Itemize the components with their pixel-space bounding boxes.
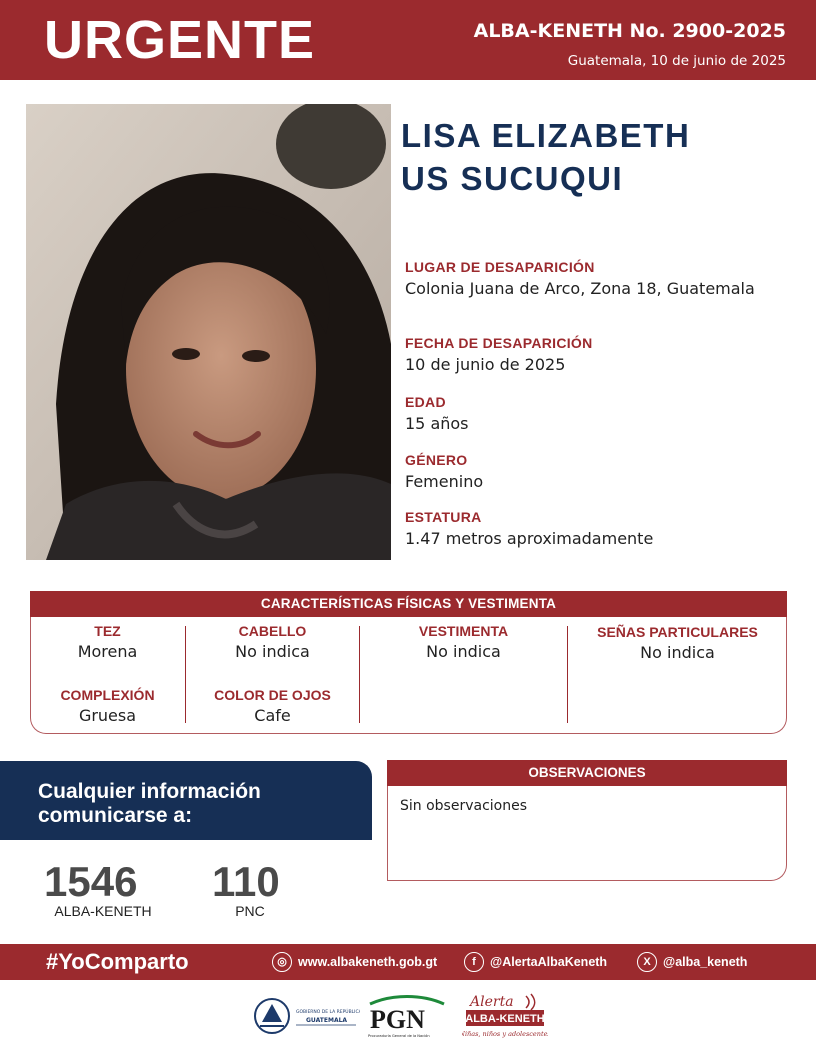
info-gender xyxy=(405,452,483,491)
hair-cell xyxy=(186,623,359,661)
facebook-link[interactable] xyxy=(464,952,607,972)
globe-icon: ◎ xyxy=(272,952,292,972)
observations-text: Sin observaciones xyxy=(400,798,528,814)
pgn-logo xyxy=(362,992,452,1042)
place-label: LUGAR DE DESAPARICIÓN xyxy=(405,259,595,275)
phone-label-alba: ALBA-KENETH xyxy=(54,903,152,919)
tez-value: Morena xyxy=(77,642,138,661)
pgn-text: PGN xyxy=(370,1005,425,1034)
place-value: Colonia Juana de Arco, Zona 18, Guatemala xyxy=(405,279,755,298)
characteristics-title: CARACTERÍSTICAS FÍSICAS Y VESTIMENTA xyxy=(30,591,787,617)
case-date: Guatemala, 10 de junio de 2025 xyxy=(567,53,786,69)
name-line-2: US SUCUQUI xyxy=(401,160,624,197)
government-logo xyxy=(250,992,360,1042)
eye-color-label: COLOR DE OJOS xyxy=(214,687,331,703)
contact-text xyxy=(38,780,261,828)
marks-label: SEÑAS PARTICULARES xyxy=(597,624,758,640)
case-number: ALBA-KENETH No. 2900-2025 xyxy=(473,20,786,42)
tez-label: TEZ xyxy=(94,623,121,639)
complexion-label: COMPLEXIÓN xyxy=(60,687,155,703)
x-icon: X xyxy=(637,952,657,972)
phone-number-pnc[interactable]: 110 xyxy=(212,858,280,905)
facebook-icon: f xyxy=(464,952,484,972)
alerta-subtitle: Niñas, niños y adolescentes xyxy=(462,1030,548,1038)
observations-title: OBSERVACIONES xyxy=(387,760,787,786)
x-text: @alba_keneth xyxy=(663,955,748,969)
info-height xyxy=(405,509,653,548)
eye-color-value: Cafe xyxy=(254,706,291,725)
clothing-value: No indica xyxy=(426,642,501,661)
hair-value: No indica xyxy=(235,642,310,661)
age-value: 15 años xyxy=(405,414,469,433)
age-label: EDAD xyxy=(405,394,446,410)
person-photo xyxy=(26,104,391,560)
gender-value: Femenino xyxy=(405,472,484,491)
date-label: FECHA DE DESAPARICIÓN xyxy=(405,335,593,351)
tez-cell xyxy=(30,623,185,661)
hashtag: #YoComparto xyxy=(46,949,189,974)
info-age xyxy=(405,394,469,433)
alba-keneth-text: ALBA-KENETH xyxy=(465,1013,545,1025)
eye-color-cell xyxy=(186,687,359,725)
height-value: 1.47 metros aproximadamente xyxy=(405,529,654,548)
pgn-subtitle: Procuraduría General de la Nación xyxy=(368,1034,430,1038)
clothing-label: VESTIMENTA xyxy=(418,623,509,639)
info-place xyxy=(405,259,755,298)
alerta-text: Alerta xyxy=(470,994,514,1010)
website-text: www.albakeneth.gob.gt xyxy=(298,955,438,969)
marks-value: No indica xyxy=(640,643,715,662)
gender-label: GÉNERO xyxy=(405,452,468,468)
complexion-value: Gruesa xyxy=(78,706,137,725)
urgent-title: URGENTE xyxy=(44,10,316,70)
gov-line-2: GUATEMALA xyxy=(306,1017,348,1024)
clothing-cell xyxy=(360,623,567,661)
complexion-cell xyxy=(30,687,185,725)
x-link[interactable] xyxy=(637,952,747,972)
height-label: ESTATURA xyxy=(405,509,482,525)
name-line-1: LISA ELIZABETH xyxy=(401,117,691,154)
date-value: 10 de junio de 2025 xyxy=(405,355,566,374)
contact-line-2: comunicarse a: xyxy=(38,804,193,827)
facebook-text: @AlertaAlbaKeneth xyxy=(490,955,608,969)
marks-cell xyxy=(568,624,787,662)
contact-line-1: Cualquier información xyxy=(38,780,261,803)
website-link[interactable] xyxy=(272,952,437,972)
person-name xyxy=(401,114,801,200)
gov-line-1: GOBIERNO DE LA REPÚBLICA xyxy=(296,1010,360,1015)
hair-label: CABELLO xyxy=(238,623,307,639)
phone-label-pnc: PNC xyxy=(235,903,265,919)
alerta-alba-keneth-logo xyxy=(462,992,548,1044)
info-date xyxy=(405,335,593,374)
phone-number-alba[interactable]: 1546 xyxy=(44,858,138,905)
